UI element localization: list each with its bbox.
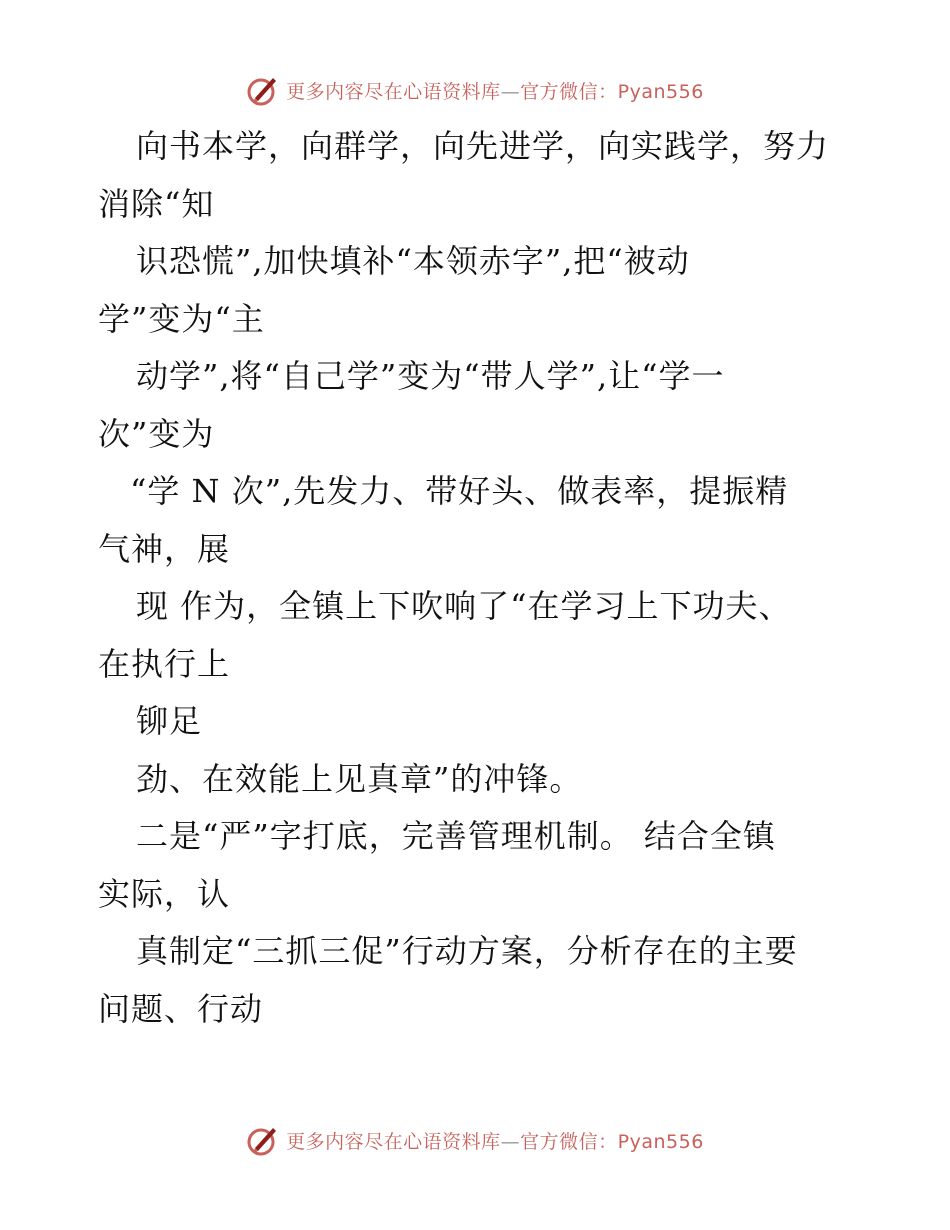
text-line: 气神，展 — [98, 529, 231, 568]
footer-banner — [0, 1120, 950, 1160]
text-line: 在执行上 — [98, 644, 231, 683]
text-line: 劲、在效能上见真章”的冲锋。 — [136, 759, 583, 798]
banner-site-name: 更多内容尽在心语资料库 — [286, 80, 501, 103]
text-line: 实际，认 — [98, 874, 231, 913]
banner-site-name: 更多内容尽在心语资料库 — [286, 1130, 501, 1153]
text-line: 学”变为“主 — [98, 299, 265, 338]
text-line: 二是“严”字打底，完善管理机制。 结合全镇 — [136, 817, 776, 855]
banner-wechat: 官方微信：Pyan556 — [520, 80, 704, 103]
text-line: 识恐慌”,加快填补“本领赤字”,把“被动 — [136, 242, 690, 280]
banner-text — [286, 77, 704, 104]
quill-pen-logo-icon — [246, 1123, 280, 1157]
header-banner — [0, 70, 950, 110]
document-body — [98, 118, 858, 1038]
banner-wechat: 官方微信：Pyan556 — [520, 1130, 704, 1153]
text-line: 动学”,将“自己学”变为“带人学”,让“学一 — [136, 357, 725, 395]
text-line: 铆足 — [136, 702, 203, 740]
quill-pen-logo-icon — [246, 73, 280, 107]
text-line: 问题、行动 — [98, 989, 264, 1028]
text-line: 现 作为，全镇上下吹响了“在学习上下功夫、 — [136, 587, 792, 625]
banner-separator: — — [500, 80, 521, 103]
text-line: 真制定“三抓三促”行动方案，分析存在的主要 — [136, 932, 798, 970]
text-line: 次”变为 — [98, 414, 215, 453]
text-line: 向书本学，向群学，向先进学，向实践学，努力 — [136, 127, 830, 165]
text-line: 消除“知 — [98, 184, 215, 223]
text-line: “学 N 次”,先发力、带好头、做表率，提振精 — [130, 472, 789, 510]
banner-separator: — — [500, 1130, 521, 1153]
banner-text — [286, 1127, 704, 1154]
